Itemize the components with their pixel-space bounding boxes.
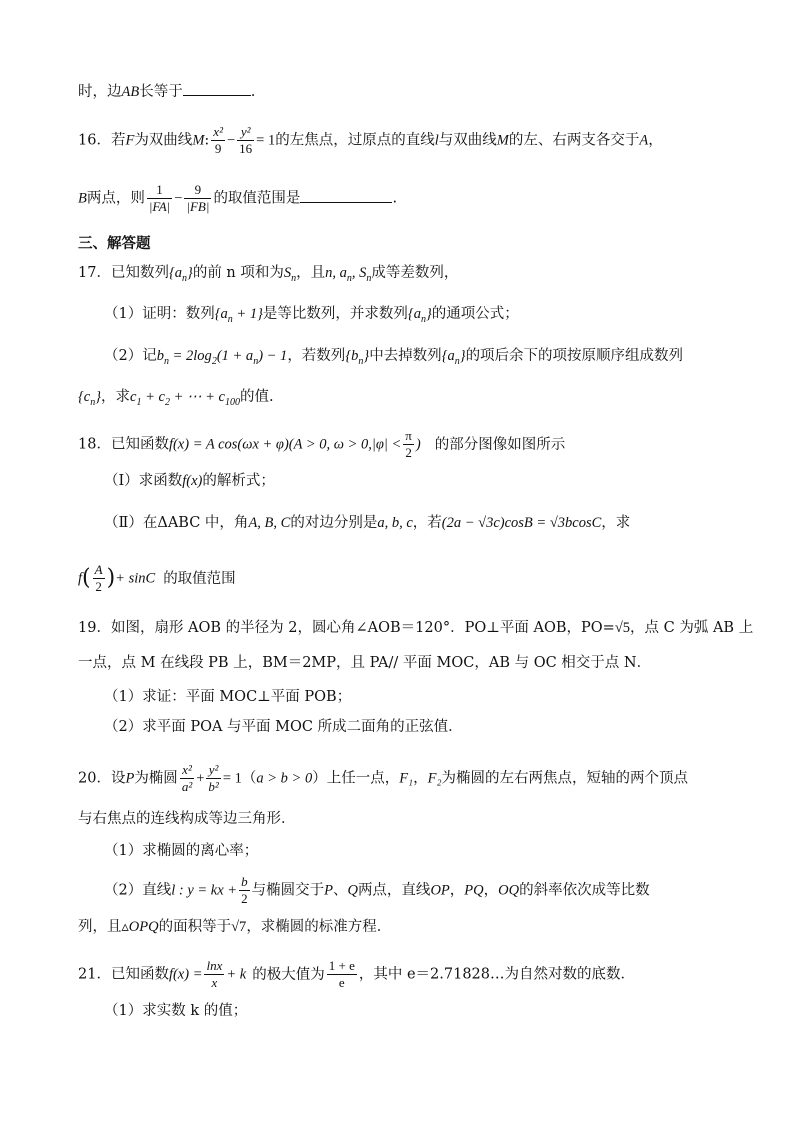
q20-triangle: ▵OPQ (121, 919, 159, 935)
q16-frac-fb (184, 182, 211, 215)
q17-text-1b: 的前 n 项和为 (192, 265, 284, 281)
q16-text-1: 为双曲线 (134, 132, 193, 149)
q17-text-3b: ，若数列 (287, 348, 346, 364)
q20-PQ: PQ (464, 882, 484, 899)
q20-b: b (241, 874, 248, 889)
q16-frac-x-num: x² (213, 124, 223, 139)
q18-fx: f(x) (182, 473, 203, 489)
q17-text-3c: 中去掉数列 (369, 348, 442, 364)
q20-P-2: P (324, 882, 333, 899)
q18-text-2a: （Ⅰ）求函数 (104, 473, 183, 489)
q20-a2: a² (181, 779, 193, 794)
q20-text-4e: 两点，直线 (357, 882, 431, 899)
q21-text-1a: 21．已知函数 (78, 966, 169, 983)
q21-line-2: （1）求实数 k 的值； (104, 1003, 248, 1019)
q19-line-4: （2）求平面 POA 与平面 MOC 所成二面角的正弦值． (104, 719, 463, 735)
q17-text-3d: 的项后余下的项按原顺序组成数列 (465, 348, 684, 364)
q17-text-3a: （2）记 (104, 348, 157, 364)
q16-colon: : (204, 132, 210, 149)
q20-text-1c: （ (241, 770, 257, 787)
q16-frac-fa-den: |FA| (148, 199, 171, 214)
q16-line-2 (78, 182, 397, 215)
q20-frac-x (180, 762, 194, 795)
q20-P: P (125, 770, 135, 787)
q18-cond: (2a − √3c)cosB = √3bcosC (441, 515, 602, 531)
q16-text-5: 两点，则 (86, 190, 145, 207)
q17-text-2c: 的通项公式； (431, 306, 519, 322)
q20-text-5b: 的面积等于 (158, 919, 232, 935)
q16-frac-x-den: 9 (211, 140, 225, 157)
q20-line-2: 与右焦点的连线构成等边三角形． (78, 811, 296, 827)
q21-plusk: + k (226, 966, 247, 983)
q18-text-2c: 的解析式； (202, 473, 275, 489)
q18-sides: a, b, c (377, 515, 413, 531)
q18-line-1 (78, 428, 565, 461)
q16-frac-fb-num: 9 (194, 182, 202, 197)
q20-sep: ， (413, 770, 428, 787)
q16-text-3: 与双曲线 (438, 132, 497, 149)
q16-comma: ， (648, 132, 663, 149)
q16-text-4: 的左、右两支各交于 (508, 132, 640, 149)
q17-log: = 2log (168, 348, 212, 364)
q15-text: 时，边 (78, 84, 122, 100)
q18-close: ) (415, 436, 421, 453)
q18-line-4: f( $\frac{A}{2}$ )+ sinC 的取值范围 (78, 562, 236, 594)
q15-tail-line (78, 80, 255, 103)
q20-b2: b² (208, 779, 219, 794)
q20-plus: + (196, 770, 205, 787)
q20-text-5a: 列，且 (78, 919, 122, 935)
q16-line-1 (78, 124, 663, 157)
q18-A: A (94, 562, 103, 577)
q20-text-1d: ）上任一点， (312, 770, 400, 787)
q19-line-1 (78, 617, 753, 639)
q18-text-3c: 的对边分别是 (290, 515, 378, 531)
q17-line-4: $\{c_n\}$，求$c_1 + c_2$ + ⋯ + $c_{100}$的值. (78, 389, 274, 408)
q17-text-2a: （1）证明：数列 (104, 306, 215, 322)
q18-text-3g: ，求 (601, 515, 631, 531)
q21-lnx: lnx (206, 958, 223, 973)
q20-Q: Q (347, 882, 358, 899)
q18-text-3a: （Ⅱ）在ΔABC 中，角 (104, 515, 249, 531)
q15-ab: AB (121, 84, 140, 100)
q18-text-1d: 的部分图像如图所示 (434, 436, 566, 453)
q18-text-1a: 18．已知函数 (78, 436, 169, 453)
q21-e: e (327, 974, 357, 991)
q18-line-3 (104, 512, 630, 534)
q15-answer-blank (183, 80, 251, 96)
q16-M: M (192, 132, 205, 149)
q18-line-2 (104, 470, 275, 492)
section-header: 三、解答题 (78, 236, 151, 252)
q19-text-1b: ，点 C 为弧 AB 上 (630, 620, 754, 636)
q16-M-2: M (496, 132, 509, 149)
q20-text-4f: 的斜率依次成等比数 (519, 882, 650, 899)
q21-frac-e (327, 958, 357, 991)
q20-y2: y² (208, 762, 219, 777)
q16-text-2: 的左焦点，过原点的直线 (275, 132, 435, 149)
q20-line-3: （1）求椭圆的离心率； (104, 843, 259, 859)
q20-OQ: OQ (498, 882, 520, 899)
q16-frac-fa (147, 182, 172, 215)
q21-fx: f(x) = (168, 966, 203, 983)
q16-A: A (639, 132, 649, 149)
q17-b: b (156, 348, 164, 364)
q19-text-1: 19．如图，扇形 AOB 的半径为 2，圆心角∠AOB＝120°．PO⊥平面 AOB，PO= (78, 620, 615, 636)
q19-line-3: （1）求证：平面 MOC⊥平面 POB； (104, 689, 352, 705)
q18-f: f (78, 570, 83, 587)
q20-text-4a: （2）直线 (104, 882, 172, 899)
q21-line-1 (78, 958, 635, 991)
q20-text-1b: 为椭圆 (134, 770, 178, 787)
q16-F: F (125, 132, 135, 149)
q17-text-1d: 成等差数列， (371, 265, 459, 281)
q20-cond: a > b > 0 (256, 770, 313, 787)
q16-frac-y (237, 124, 254, 157)
q20-OP: OP (430, 882, 450, 899)
q20-text-5c: ，求椭圆的标准方程． (246, 919, 392, 935)
q16-l: l (434, 132, 439, 149)
q21-text-1c: ，其中 e＝2.71828…为自然对数的底数． (358, 966, 635, 983)
q20-F1: F₁ (399, 770, 414, 787)
q20-text-4d: 、 (332, 882, 348, 899)
q18-sinc: + sinC (115, 570, 156, 587)
q15-text-2: 长等于 (139, 84, 183, 100)
q20-text-1a: 20．设 (78, 770, 126, 787)
q19-line-2: 一点，点 M 在线段 PB 上，BM＝2MP，且 PA// 平面 MOC，AB 与 OC 相交于点 N． (78, 655, 652, 671)
q19-sqrt5: √5 (614, 620, 631, 636)
q18-abc: A, B, C (248, 515, 291, 531)
q15-period: . (250, 84, 256, 100)
q16-period: . (392, 190, 398, 207)
q20-two: 2 (241, 891, 248, 906)
q16-minus-2: − (174, 190, 183, 207)
q17-line-1: 17．已知数列$\{a_n\}$的前 n 项和为$S_n$，且n, $a_n$, $S_n$成等差数列， (78, 265, 459, 284)
q21-onee: 1 + e (328, 958, 355, 973)
q20-line-4 (104, 874, 650, 907)
q18-two: 2 (403, 444, 414, 461)
q17-line-2: （1）证明：数列$\{a_n + 1\}$是等比数列，并求数列$\{a_n\}$的通项公式； (104, 306, 519, 325)
q16-B: B (78, 190, 87, 207)
q16-answer-blank (300, 187, 392, 203)
q18-frac-pi (403, 428, 414, 461)
q18-frac-a2 (93, 562, 105, 595)
q20-line-1 (78, 762, 688, 795)
q17-paren: (1 + a (216, 348, 254, 364)
q21-frac-lnx (204, 958, 224, 991)
q16-frac-y-den: 16 (239, 141, 253, 156)
q18-pi: π (405, 428, 412, 443)
q16-frac-x (211, 124, 225, 157)
q18-func: f(x) = A cos(ωx + φ)(A > 0, ω > 0,|φ| < (168, 436, 402, 453)
q20-text-1e: 为椭圆的左右两焦点，短轴的两个顶点 (441, 770, 689, 787)
q17-line-3: （2）记$b_n = 2\log_2(1 + a_n) - 1$，若数列$\{b_n\}$中去掉数列$\{a_n\}$的项后余下的项按原顺序组成数列 (104, 348, 684, 367)
q18-text-4c: 的取值范围 (163, 570, 236, 587)
q18-two-2: 2 (93, 578, 105, 595)
q20-frac-y (206, 762, 220, 795)
q20-line-5 (78, 916, 391, 938)
q20-sqrt7: √7 (231, 919, 247, 935)
q16-frac-fa-num: 1 (156, 182, 163, 197)
q20-frac-b2 (239, 874, 250, 907)
q17-text-4a: ，求 (101, 389, 131, 405)
q20-F2: F₂ (427, 770, 442, 787)
q16-minus: − (226, 132, 236, 149)
q17-text-1a: 17．已知数列 (78, 265, 169, 281)
q16-eq: = 1 (256, 132, 276, 149)
q16-frac-fb-den: |FB| (186, 199, 210, 214)
q20-line-eq: l : y = kx + (171, 882, 238, 899)
q20-c2: ， (483, 882, 499, 899)
q20-x2: x² (182, 762, 192, 777)
q21-text-1b: 的极大值为 (252, 966, 325, 983)
q17-text-4b: 的值. (239, 389, 274, 405)
q17-minus1: ) − 1 (258, 348, 288, 364)
q17-text-2b: 是等比数列，并求数列 (262, 306, 408, 322)
q20-c1: ， (449, 882, 465, 899)
q16-frac-y-num: y² (240, 124, 251, 139)
q21-x: x (204, 974, 224, 991)
q18-text-3e: ，若 (412, 515, 442, 531)
q17-text-1c: ，且 (296, 265, 326, 281)
q16-number: 16．若 (78, 132, 126, 149)
q16-text-6: 的取值范围是 (213, 190, 301, 207)
q20-text-4c: 与椭圆交于 (251, 882, 325, 899)
q20-eq: = 1 (222, 770, 242, 787)
